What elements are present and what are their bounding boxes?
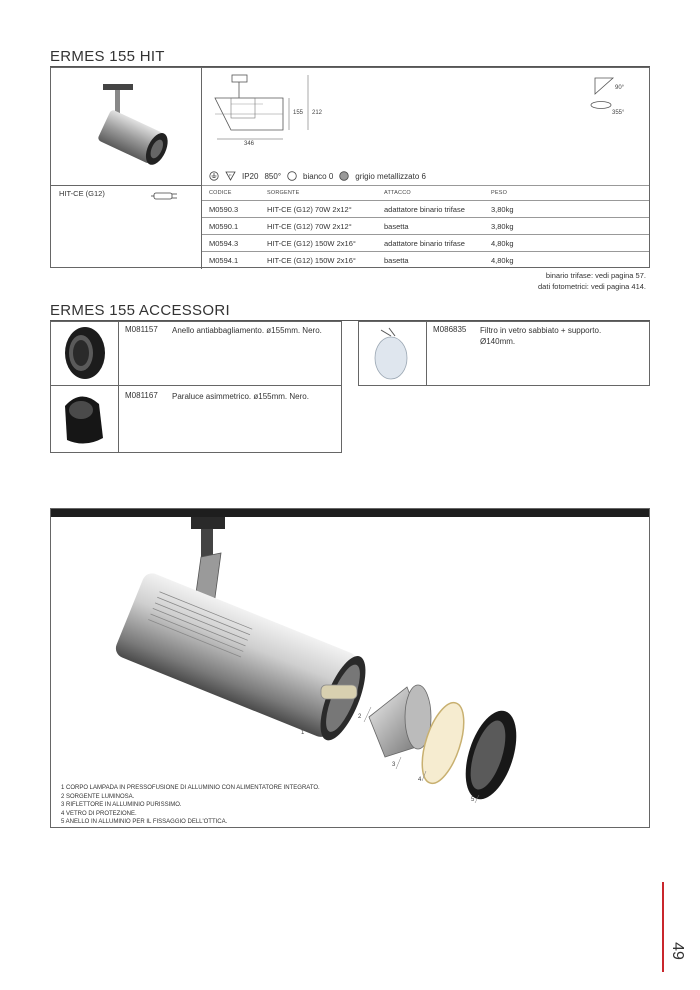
legend-item: 3 RIFLETTORE IN ALLUMINIO PURISSIMO. bbox=[61, 802, 182, 808]
table-row bbox=[202, 201, 649, 218]
col-header-fitting: ATTACCO bbox=[377, 186, 484, 201]
section-title-hit: ERMES 155 HIT bbox=[50, 48, 165, 65]
cell-source: HIT-CE (G12) 70W 2x12° bbox=[260, 201, 377, 218]
cell-fitting: basetta bbox=[377, 252, 484, 269]
exploded-view-panel bbox=[50, 508, 650, 828]
table-header-row bbox=[202, 186, 649, 201]
callout-2: 2 bbox=[358, 714, 362, 720]
accessory-card bbox=[50, 385, 342, 453]
ground-icon bbox=[209, 171, 219, 183]
notes bbox=[538, 270, 646, 292]
accessory-photo bbox=[51, 322, 119, 385]
cell-fitting: adattatore binario trifase bbox=[377, 235, 484, 252]
cell-fitting: basetta bbox=[377, 218, 484, 235]
white-swatch-icon bbox=[287, 171, 297, 183]
color-grey: grigio metallizzato 6 bbox=[355, 172, 426, 181]
asymmetric-shade-photo bbox=[51, 386, 118, 452]
feature-row bbox=[209, 168, 649, 185]
callout-3: 3 bbox=[392, 762, 396, 768]
cell-fitting: adattatore binario trifase bbox=[377, 201, 484, 218]
col-header-code: CODICE bbox=[202, 186, 260, 201]
tilt-angle: 90° bbox=[615, 85, 625, 91]
accessory-desc: Filtro in vetro sabbiato + supporto. Ø140mm. bbox=[480, 326, 602, 346]
legend-item: 1 CORPO LAMPADA IN PRESSOFUSIONE DI ALLUMINIO CON ALIMENTATORE INTEGRATO. bbox=[61, 785, 320, 791]
grey-swatch-icon bbox=[339, 171, 349, 183]
variant-label: HIT-CE (G12) bbox=[59, 189, 105, 198]
section-title-accessories: ERMES 155 ACCESSORI bbox=[50, 302, 230, 319]
col-header-source: SORGENTE bbox=[260, 186, 377, 201]
page-number: 49 bbox=[668, 942, 686, 960]
legend-item: 2 SORGENTE LUMINOSA. bbox=[61, 793, 135, 800]
spotlight-photo bbox=[51, 68, 201, 185]
parts-legend bbox=[61, 784, 320, 827]
cell-code: M0594.3 bbox=[202, 235, 260, 252]
dim-height-a: 155 bbox=[293, 110, 304, 116]
cell-source: HIT-CE (G12) 150W 2x16° bbox=[260, 235, 377, 252]
frosted-filter-photo bbox=[359, 322, 426, 385]
color-white: bianco 0 bbox=[303, 172, 334, 181]
spec-table bbox=[202, 185, 649, 268]
anti-glare-ring-photo bbox=[51, 322, 118, 385]
cell-weight: 4,80kg bbox=[484, 252, 649, 269]
col-header-weight: PESO bbox=[484, 186, 649, 201]
callout-5: 5 bbox=[471, 797, 475, 803]
dimension-drawing bbox=[201, 68, 649, 168]
accessory-card bbox=[358, 321, 650, 386]
cell-weight: 3,80kg bbox=[484, 201, 649, 218]
accessory-desc: Anello antiabbagliamento. ø155mm. Nero. bbox=[172, 326, 322, 335]
dim-height-b: 212 bbox=[312, 110, 323, 116]
cell-code: M0590.3 bbox=[202, 201, 260, 218]
fire-rating-icon bbox=[225, 171, 236, 183]
note-track: binario trifase: vedi pagina 57. bbox=[545, 271, 646, 280]
accessory-code: M081167 bbox=[125, 391, 158, 400]
product-photo-cell bbox=[51, 68, 202, 186]
cell-weight: 4,80kg bbox=[484, 235, 649, 252]
callout-1: 1 bbox=[301, 730, 305, 736]
note-photometric: dati fotometrici: vedi pagina 414. bbox=[538, 282, 646, 291]
dim-length: 346 bbox=[244, 141, 255, 147]
glow-wire-temp: 850° bbox=[264, 172, 282, 181]
ip-rating: IP20 bbox=[242, 172, 259, 181]
product-spec-box bbox=[50, 67, 650, 268]
accessory-code: M081157 bbox=[125, 325, 158, 334]
accessory-photo bbox=[51, 386, 119, 452]
table-row bbox=[202, 252, 649, 269]
exploded-view-illustration bbox=[51, 517, 649, 827]
header-bar bbox=[51, 509, 650, 517]
table-row bbox=[202, 235, 649, 252]
accessory-photo bbox=[359, 322, 427, 385]
cell-source: HIT-CE (G12) 150W 2x16° bbox=[260, 252, 377, 269]
cell-weight: 3,80kg bbox=[484, 218, 649, 235]
table-row bbox=[202, 218, 649, 235]
cell-source: HIT-CE (G12) 70W 2x12° bbox=[260, 218, 377, 235]
cell-code: M0594.1 bbox=[202, 252, 260, 269]
accessory-desc: Paraluce asimmetrico. ø155mm. Nero. bbox=[172, 392, 309, 401]
legend-item: 5 ANELLO IN ALLUMINIO PER IL FISSAGGIO DELL'OTTICA. bbox=[61, 819, 228, 825]
legend-item: 4 VETRO DI PROTEZIONE. bbox=[61, 810, 137, 817]
page-accent-bar bbox=[662, 882, 664, 972]
lamp-icon bbox=[151, 188, 179, 206]
pan-angle: 355° bbox=[612, 110, 625, 116]
accessory-card bbox=[50, 321, 342, 386]
cell-code: M0590.1 bbox=[202, 218, 260, 235]
svg-text:F: F bbox=[229, 172, 232, 177]
accessory-code: M086835 bbox=[433, 325, 467, 334]
callout-4: 4 bbox=[418, 777, 422, 783]
